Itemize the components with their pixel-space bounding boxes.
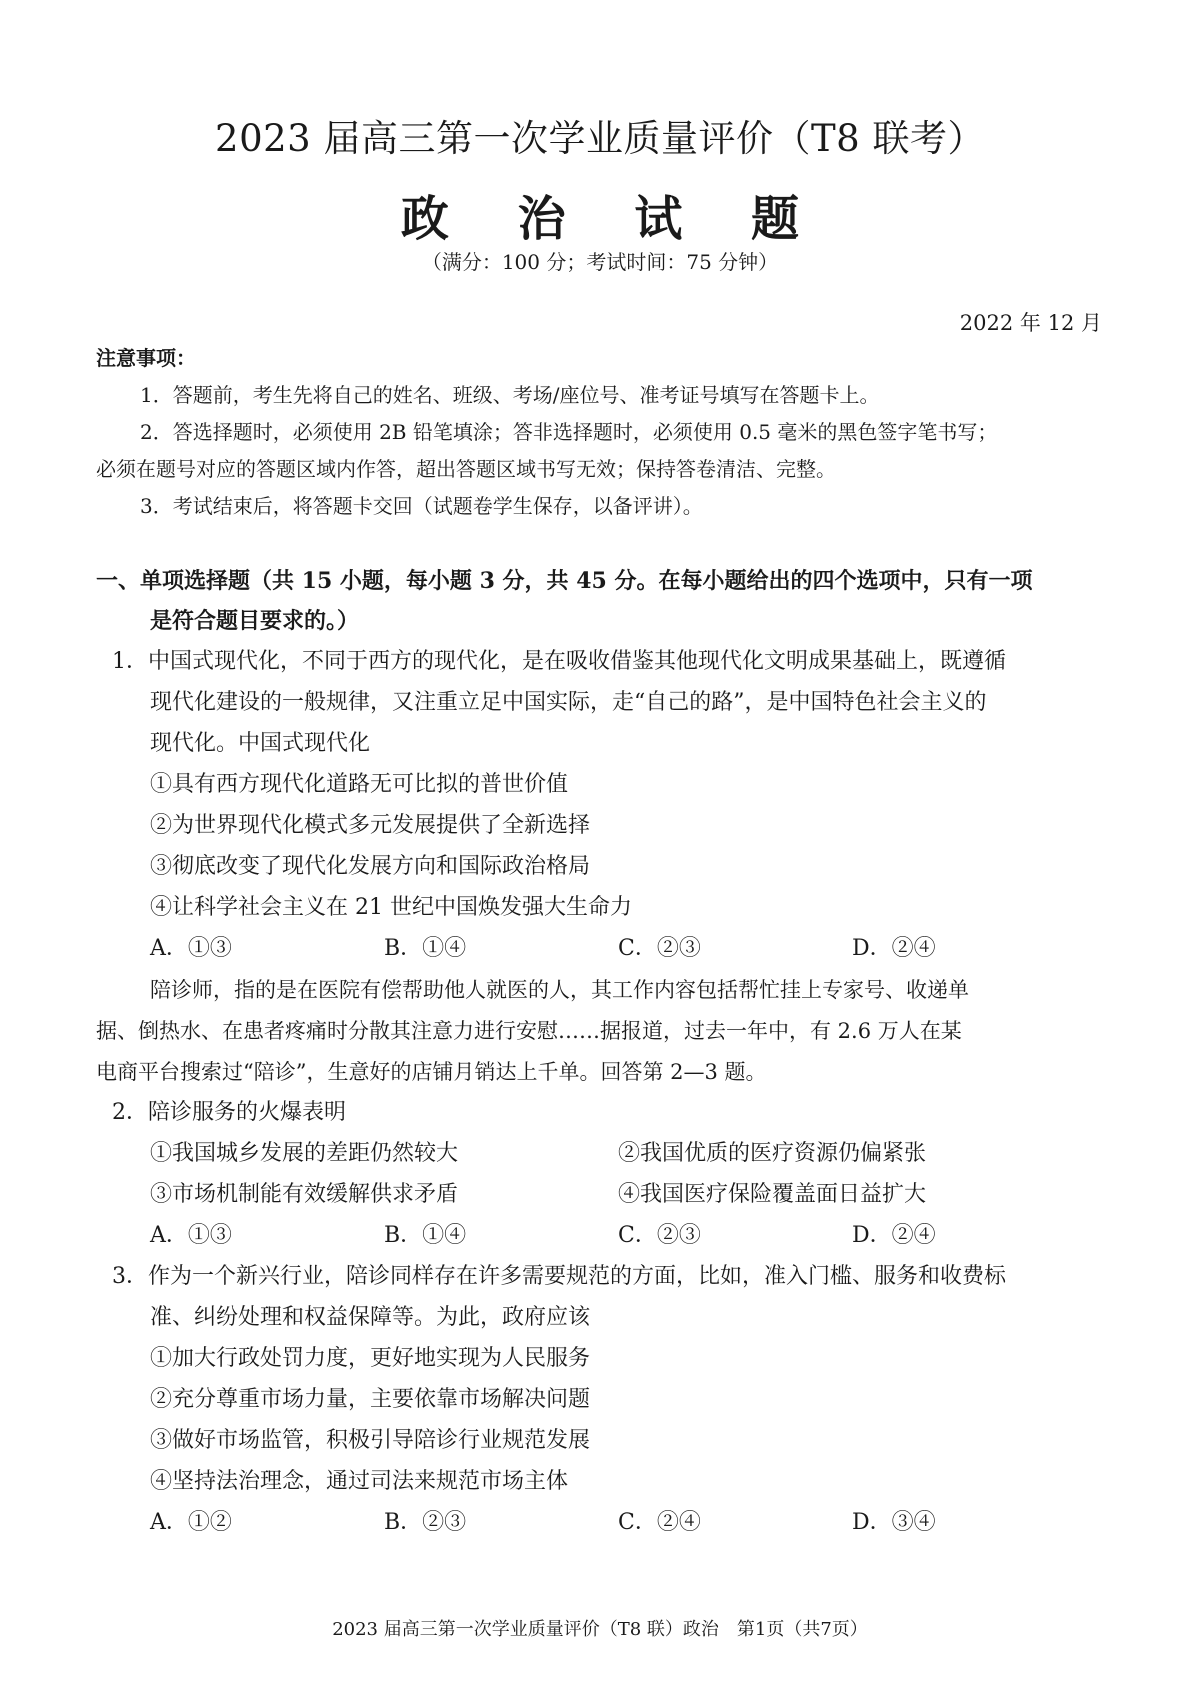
exam-title: 2023 届高三第一次学业质量评价（T8 联考） <box>215 117 985 160</box>
page-footer: 2023 届高三第一次学业质量评价（T8 联）政治 第1页（共7页） <box>332 1619 868 1640</box>
q1-item-1: ①具有西方现代化道路无可比拟的普世价值 <box>150 772 569 797</box>
q1-item-3: ③彻底改变了现代化发展方向和国际政治格局 <box>150 854 591 879</box>
q1-stem-line-2: 现代化建设的一般规律，又注重立足中国实际，走“自己的路”，是中国特色社会主义的 <box>150 690 987 715</box>
material-line-1: 陪诊师，指的是在医院有偿帮助他人就医的人，其工作内容包括帮忙挂上专家号、收递单 <box>150 978 969 1002</box>
q1-item-2: ②为世界现代化模式多元发展提供了全新选择 <box>150 813 591 838</box>
q2-item-2: ②我国优质的医疗资源仍偏紧张 <box>618 1141 927 1166</box>
q3-stem-line-2: 准、纠纷处理和权益保障等。为此，政府应该 <box>150 1305 591 1330</box>
notice-item-1: 1．答题前，考生先将自己的姓名、班级、考场/座位号、准考证号填写在答题卡上。 <box>140 383 880 407</box>
material-line-2: 据、倒热水、在患者疼痛时分散其注意力进行安慰……据报道，过去一年中，有 2.6 万人在某 <box>96 1019 962 1043</box>
q2-stem: 2．陪诊服务的火爆表明 <box>112 1100 346 1125</box>
q3-item-2: ②充分尊重市场力量，主要依靠市场解决问题 <box>150 1387 591 1412</box>
q1-item-4: ④让科学社会主义在 21 世纪中国焕发强大生命力 <box>150 895 632 920</box>
material-line-3: 电商平台搜索过“陪诊”，生意好的店铺月销达上千单。回答第 2—3 题。 <box>96 1060 767 1084</box>
q2-item-3: ③市场机制能有效缓解供求矛盾 <box>150 1182 459 1207</box>
q3-option-c[interactable]: C．②④ <box>618 1510 701 1535</box>
q2-item-4: ④我国医疗保险覆盖面日益扩大 <box>618 1182 927 1207</box>
q2-item-1: ①我国城乡发展的差距仍然较大 <box>150 1141 459 1166</box>
q3-item-4: ④坚持法治理念，通过司法来规范市场主体 <box>150 1469 569 1494</box>
exam-info: （满分：100 分；考试时间：75 分钟） <box>421 250 779 274</box>
section-heading-cont: 是符合题目要求的。） <box>150 608 360 634</box>
q3-option-d[interactable]: D．③④ <box>852 1510 936 1535</box>
q1-stem-line-1: 1．中国式现代化，不同于西方的现代化，是在吸收借鉴其他现代化文明成果基础上，既遵循 <box>112 649 1007 674</box>
notice-item-2-cont: 必须在题号对应的答题区域内作答，超出答题区域书写无效；保持答卷清洁、完整。 <box>96 457 836 481</box>
q3-item-3: ③做好市场监管，积极引导陪诊行业规范发展 <box>150 1428 591 1453</box>
q3-option-b[interactable]: B．②③ <box>384 1510 467 1535</box>
q1-stem-line-3: 现代化。中国式现代化 <box>150 731 371 756</box>
q2-option-d[interactable]: D．②④ <box>852 1223 936 1248</box>
q2-option-c[interactable]: C．②③ <box>618 1223 701 1248</box>
notice-item-3: 3．考试结束后，将答题卡交回（试题卷学生保存，以备评讲）。 <box>140 494 703 518</box>
q1-option-a[interactable]: A．①③ <box>150 936 232 961</box>
q1-option-b[interactable]: B．①④ <box>384 936 467 961</box>
q1-option-d[interactable]: D．②④ <box>852 936 936 961</box>
exam-date: 2022 年 12 月 <box>959 311 1102 335</box>
section-heading: 一、单项选择题（共 15 小题，每小题 3 分，共 45 分。在每小题给出的四个选项中，只有一项 <box>96 568 1033 594</box>
q3-item-1: ①加大行政处罚力度，更好地实现为人民服务 <box>150 1346 591 1371</box>
q1-option-c[interactable]: C．②③ <box>618 936 701 961</box>
q3-stem-line-1: 3．作为一个新兴行业，陪诊同样存在许多需要规范的方面，比如，准入门槛、服务和收费标 <box>112 1264 1007 1289</box>
notice-label: 注意事项： <box>96 346 196 370</box>
q2-option-a[interactable]: A．①③ <box>150 1223 232 1248</box>
subject-title: 政 治 试 题 <box>400 191 826 247</box>
notice-item-2: 2．答选择题时，必须使用 2B 铅笔填涂；答非选择题时，必须使用 0.5 毫米的黑色签字笔书写； <box>140 420 998 444</box>
q3-option-a[interactable]: A．①② <box>150 1510 232 1535</box>
q2-option-b[interactable]: B．①④ <box>384 1223 467 1248</box>
